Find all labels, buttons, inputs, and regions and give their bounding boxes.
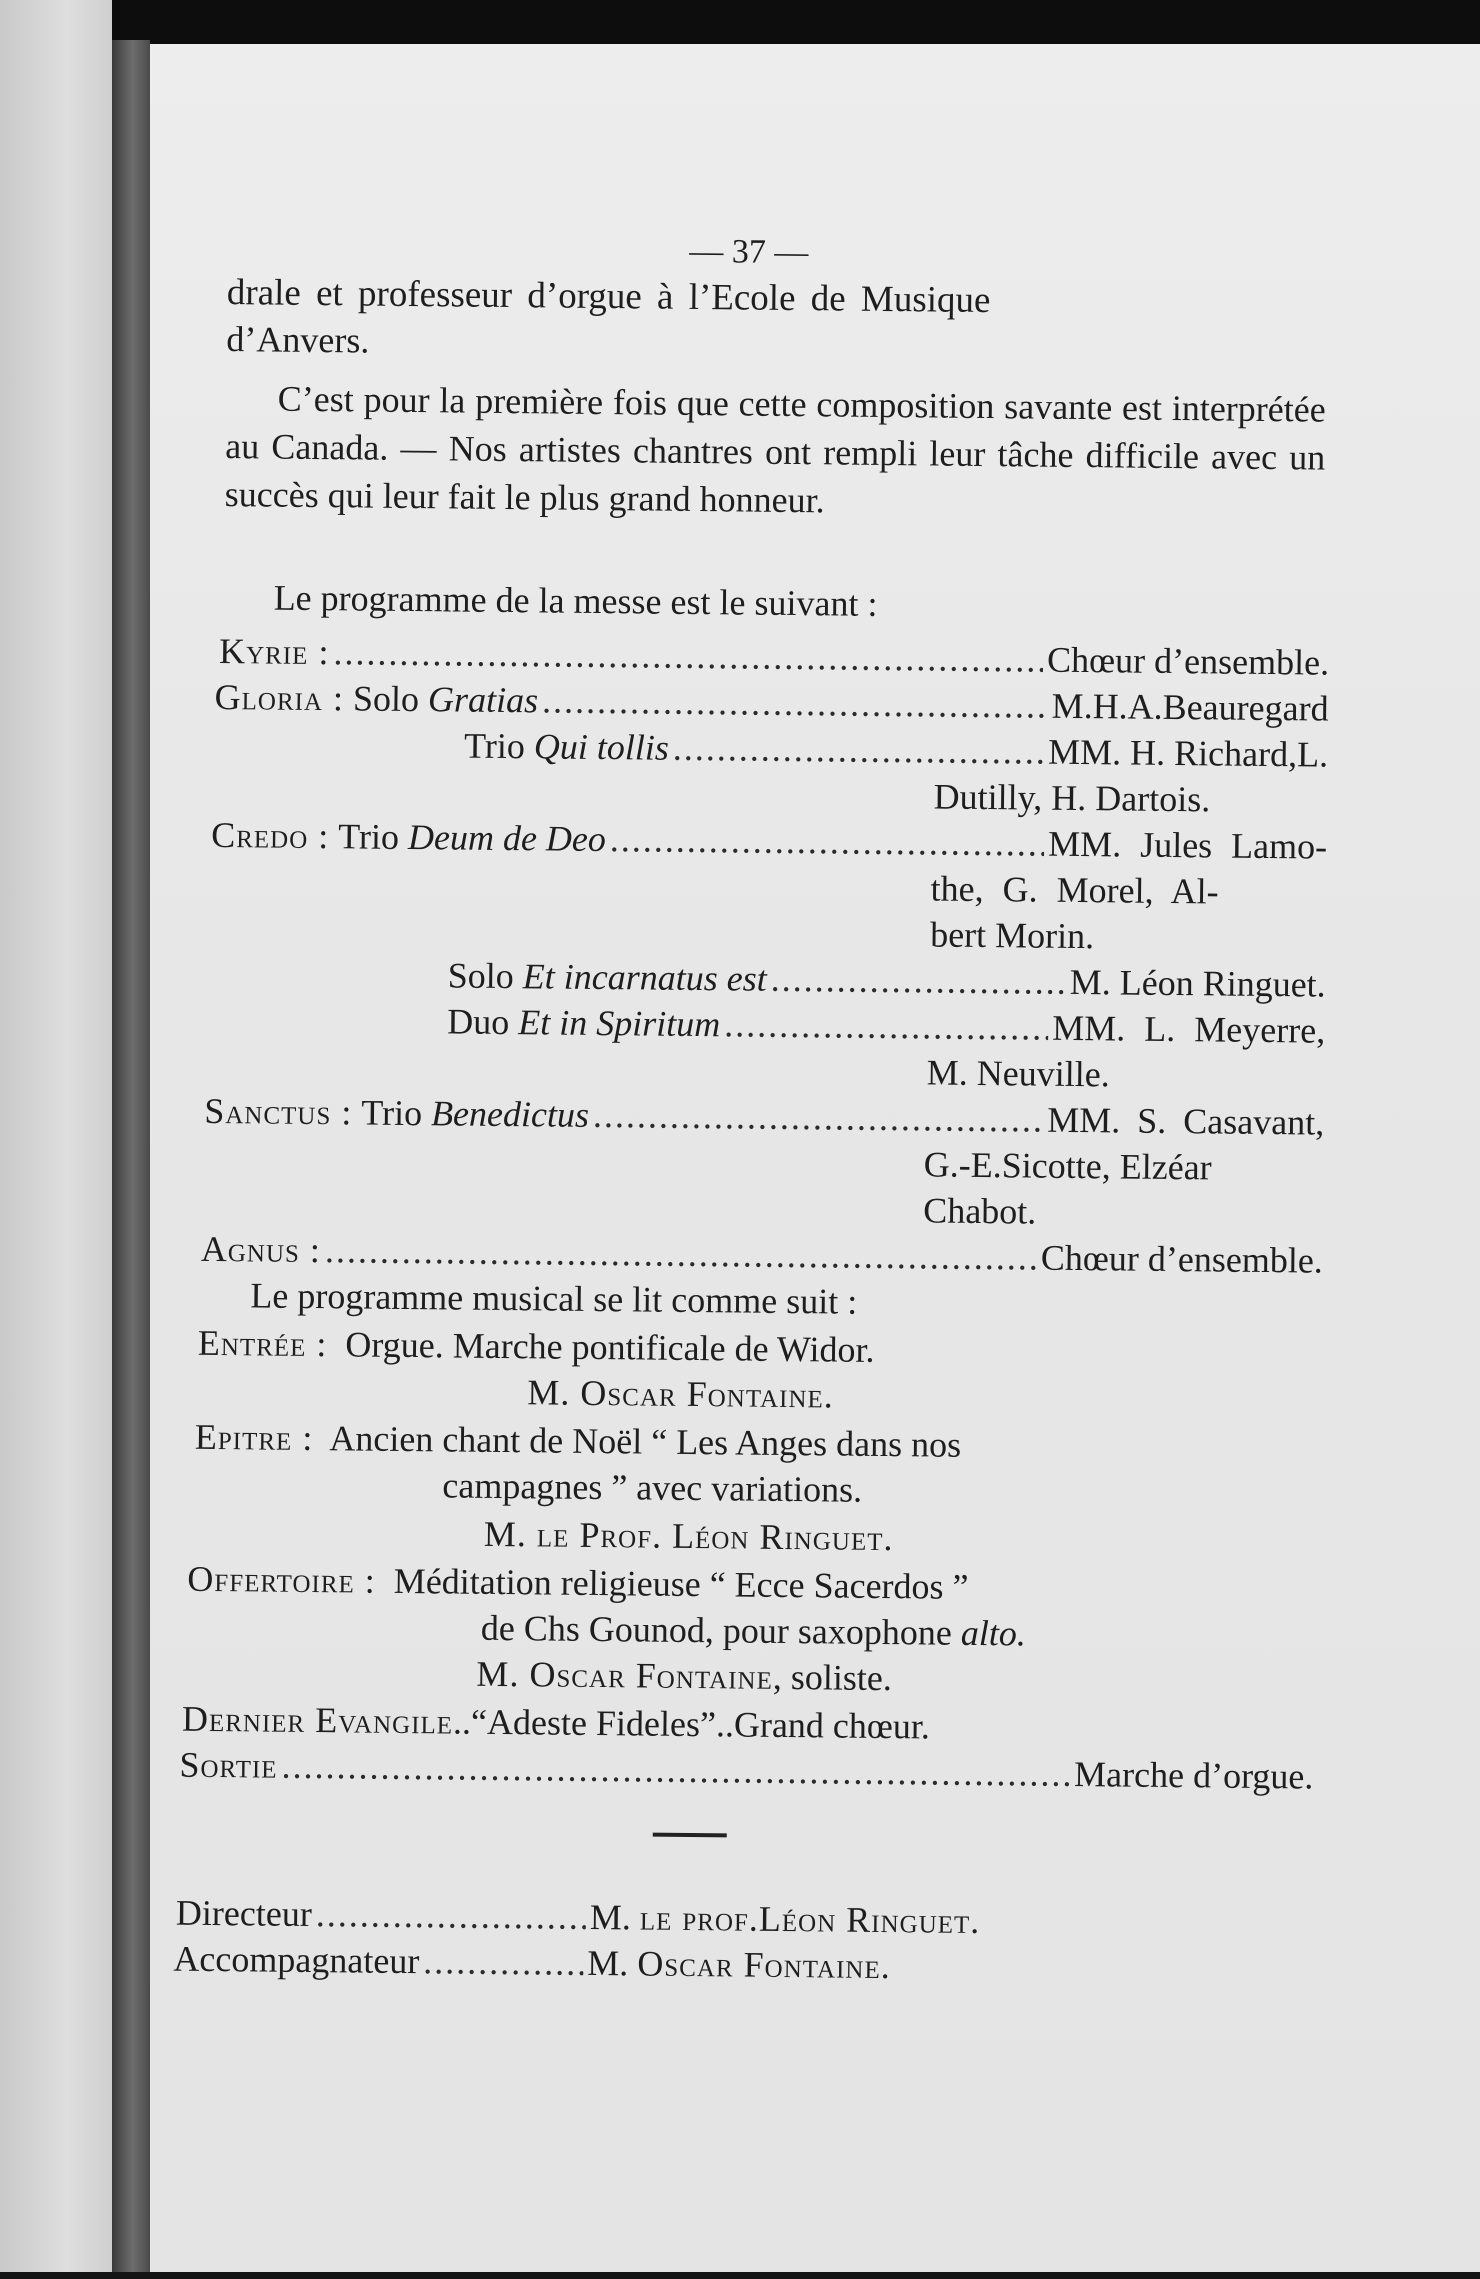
sanctus-part-title: Benedictus: [430, 1093, 590, 1135]
sortie-row: [179, 1742, 1313, 1800]
dot-leader: [333, 629, 1043, 682]
offertoire-text-1: Méditation religieuse “ Ecce Sacerdos ”: [393, 1560, 969, 1607]
intro-line-1: drale et professeur d’orgue à l’Ecole de Musique: [226, 272, 991, 322]
dot-leader: [724, 1001, 1049, 1050]
gloria-part-prefix: Solo: [352, 678, 420, 720]
offertoire-text-2-italic: alto.: [960, 1612, 1027, 1654]
sortie-label: Sortie: [179, 1744, 278, 1786]
offertoire-performer-line: [476, 1651, 892, 1701]
epitre-text-2: campagnes ” avec variations.: [442, 1465, 863, 1510]
mass-row-credo-duo: [447, 998, 1325, 1053]
accompagnateur-value: Oscar Fontaine.: [637, 1943, 891, 1987]
dernier-evangile-line: [182, 1696, 930, 1750]
credo-cont-1: the, G. Morel, Al-: [930, 868, 1219, 912]
dot-leader: [423, 1938, 583, 1986]
gloria-trio-cont-1: Dutilly, H. Dartois.: [933, 776, 1211, 820]
sanctus-value: MM. S. Casavant,: [1047, 1099, 1325, 1143]
page-number: — 37 —: [689, 232, 809, 272]
book-page: [150, 44, 1480, 2272]
credo-solo-prefix: Solo: [447, 955, 514, 997]
intro-line-2: d’Anvers.: [226, 319, 370, 361]
dernier-sep-2: ..: [715, 1704, 735, 1745]
credo-duo-cont-1: M. Neuville.: [926, 1052, 1110, 1095]
credo-solo-value: M. Léon Ringuet.: [1069, 961, 1326, 1005]
dernier-sep-1: ..: [452, 1701, 472, 1742]
intro-paragraph: C’est pour la première fois que cette composition savante est interprétée au Canada. — Nos artistes chantres ont rempli leur tâche difficile avec un succès qui leur fait le plus grand honneur.: [224, 378, 1326, 521]
directeur-value-prefix: M.: [589, 1896, 632, 1938]
mass-intro: Le programme de la messe est le suivant :: [273, 577, 878, 624]
accompagnateur-label: Accompagnateur: [173, 1938, 420, 1982]
kyrie-value: Chœur d’ensemble.: [1046, 639, 1330, 683]
credo-duo-value: MM. L. Meyerre,: [1052, 1007, 1326, 1051]
offertoire-line-2: [481, 1605, 1026, 1657]
entree-text: Orgue. Marche pontificale de Widor.: [345, 1324, 875, 1370]
offertoire-line-1: [187, 1556, 969, 1610]
gloria-value: M.H.A.Beauregard: [1051, 685, 1329, 729]
epitre-text-1: Ancien chant de Noël “ Les Anges dans nos: [329, 1418, 962, 1465]
entree-label: Entrée :: [197, 1322, 328, 1365]
credo-duo-title: Et in Spiritum: [518, 1002, 721, 1045]
sanctus-label: Sanctus :: [204, 1090, 353, 1133]
sanctus-cont-2: Chabot.: [923, 1190, 1037, 1232]
entree-performer: M. Oscar Fontaine.: [527, 1372, 835, 1416]
offertoire-performer: M. Oscar Fontaine: [476, 1653, 774, 1697]
dot-leader: [593, 1092, 1044, 1143]
credo-value: MM. Jules Lamo-: [1047, 823, 1328, 867]
sortie-value: Marche d’orgue.: [1073, 1754, 1314, 1797]
musical-intro: Le programme musical se lit comme suit :: [250, 1275, 858, 1322]
dot-leader: [771, 956, 1066, 1005]
kyrie-label: Kyrie :: [218, 630, 330, 673]
dot-leader: [316, 1891, 586, 1940]
sanctus-part-prefix: Trio: [361, 1092, 423, 1134]
agnus-value: Chœur d’ensemble.: [1040, 1237, 1324, 1281]
gloria-trio-prefix: Trio: [463, 725, 526, 767]
offertoire-performer-suffix: , soliste.: [772, 1656, 893, 1699]
page-content: [138, 37, 1480, 2279]
section-rule: [653, 1833, 727, 1838]
dot-leader: [281, 1743, 1070, 1797]
gloria-trio-title: Qui tollis: [533, 726, 670, 768]
offertoire-label: Offertoire :: [187, 1558, 377, 1601]
gloria-label: Gloria :: [214, 676, 345, 719]
dernier-value: Grand chœur.: [733, 1704, 931, 1747]
credo-label: Credo :: [210, 814, 330, 857]
credo-duo-prefix: Duo: [447, 1001, 510, 1043]
gloria-part-title: Gratias: [427, 679, 539, 721]
epitre-performer: M. le Prof. Léon Ringuet.: [483, 1513, 894, 1559]
credo-solo-title: Et incarnatus est: [522, 956, 767, 999]
mass-row-sanctus: [204, 1088, 1324, 1146]
directeur-value: le prof.Léon Ringuet.: [639, 1897, 981, 1942]
entree-line: [198, 1320, 875, 1373]
dot-leader: [542, 677, 1048, 728]
dot-leader: [610, 816, 1045, 867]
credo-part-title: Deum de Deo: [407, 816, 607, 860]
dernier-text: “Adeste Fideles”: [470, 1701, 717, 1745]
directeur-label: Directeur: [175, 1892, 313, 1935]
sanctus-cont-1: G.-E.Sicotte, Elzéar: [923, 1144, 1212, 1188]
credo-cont-2: bert Morin.: [929, 914, 1095, 957]
epitre-line-1: [195, 1414, 962, 1468]
mass-row-gloria-trio: [464, 723, 1328, 778]
dot-leader: [325, 1227, 1037, 1280]
credo-part-prefix: Trio: [338, 816, 400, 857]
offertoire-text-2: de Chs Gounod, pour saxophone: [480, 1607, 953, 1653]
epitre-label: Epitre :: [194, 1416, 314, 1459]
gloria-trio-value: MM. H. Richard,L.: [1047, 731, 1329, 775]
dernier-label: Dernier Evangile: [181, 1698, 454, 1742]
dot-leader: [673, 725, 1045, 775]
facing-page-edge: [0, 0, 112, 2272]
agnus-label: Agnus :: [200, 1228, 322, 1271]
accompagnateur-value-prefix: M.: [587, 1942, 629, 1984]
